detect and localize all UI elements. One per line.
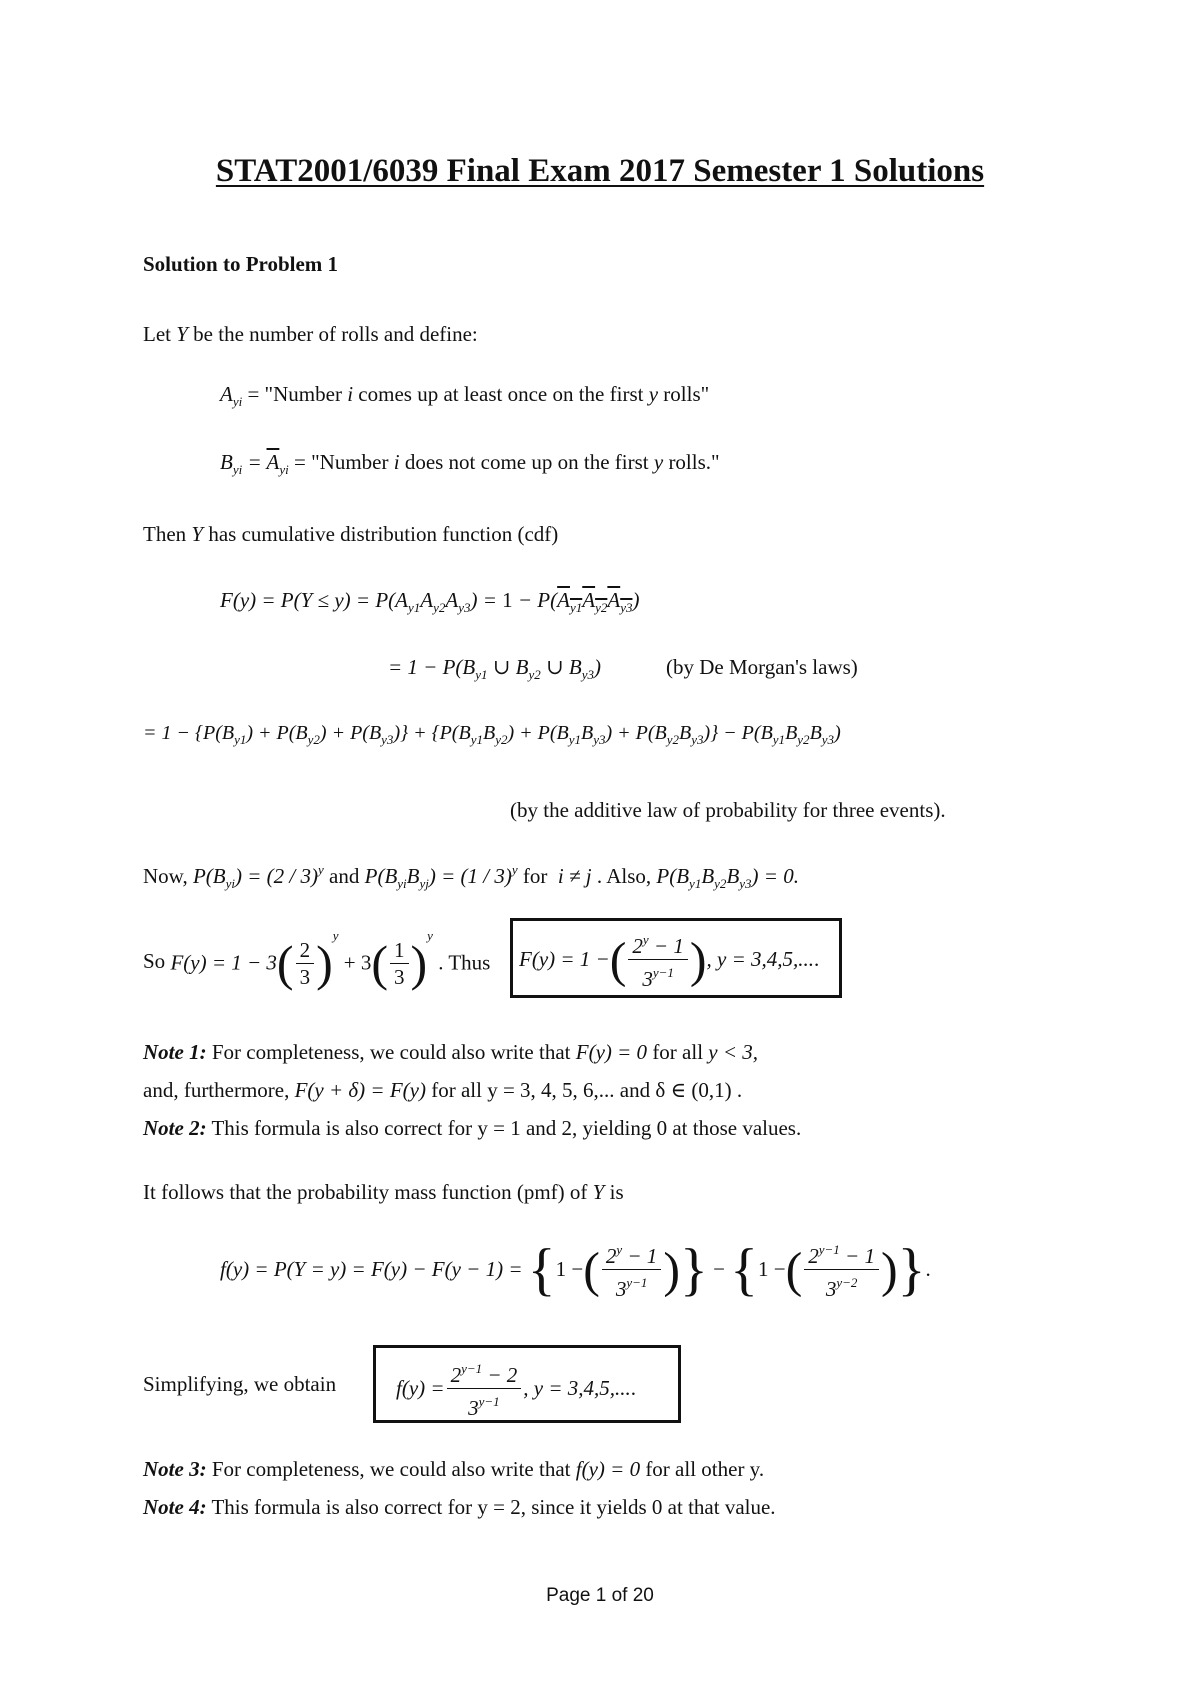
note-1-text: δ ∈ (0,1) . xyxy=(655,1078,743,1102)
def-b-var-y: y xyxy=(653,450,664,474)
definition-a xyxy=(220,382,709,410)
boxed-cdf-result: F(y) = 1 −( $\frac{2^y - 1}{3^{y-1}}$ ), y = 3,4,5,.... xyxy=(510,918,842,998)
def-b-text: does not come up on the first xyxy=(399,450,654,474)
note-1-text: y = 3, 4, 5, 6,... and xyxy=(487,1078,656,1102)
for-label: for xyxy=(522,864,548,888)
equation-cdf-3: = $1 - \{P(B_{y1}) + P(B_{y2}) + P(B_{y3})\} + \{P(B_{y1}B_{y2}) + P(B_{y1}B_{y3}) + P(B_{y2}B_{y3})\} - P(B_{y1}B_{y2}B_{y3})$ xyxy=(143,722,841,747)
def-b-text: rolls." xyxy=(663,450,720,474)
equation-cdf-2: = $1 - P(B_{y1}$ ∪ $B_{y2}$ ∪ $B_{y3}$) xyxy=(388,655,601,682)
note-4-text: This formula is also correct for y = 2, since it yields 0 at that value. xyxy=(206,1495,776,1519)
section-heading: Solution to Problem 1 xyxy=(143,252,339,276)
simplify-label: Simplifying, we obtain xyxy=(143,1372,337,1396)
def-a-text: rolls" xyxy=(658,382,710,406)
cdf-intro-post: has cumulative distribution function (cdf) xyxy=(203,522,559,546)
note-3-text: for all other y. xyxy=(640,1457,765,1481)
fraction: $\frac{2^y - 1}{3^{y-1}}$ xyxy=(602,1237,661,1302)
note-4-label: Note 4: xyxy=(143,1495,207,1519)
note-3-label: Note 3: xyxy=(143,1457,207,1481)
fraction: $\frac{2^y - 1}{3^{y-1}}$ xyxy=(628,927,687,992)
note-1-text: and, furthermore, xyxy=(143,1078,295,1102)
note-1-text: for all xyxy=(425,1078,488,1102)
now-label: Now, xyxy=(143,864,188,888)
page-title: STAT2001/6039 Final Exam 2017 Semester 1 Solutions xyxy=(215,153,985,189)
def-a-text: = "Number xyxy=(247,382,348,406)
def-b-text: = "Number xyxy=(293,450,394,474)
intro-line xyxy=(143,322,478,347)
intro-text-pre: Let xyxy=(143,322,177,346)
cdf-range: , y = 3,4,5,... xyxy=(706,947,814,971)
pmf-range: , y = 3,4,5,... xyxy=(523,1376,631,1400)
pmf-intro-post: is xyxy=(604,1180,624,1204)
pmf-intro-pre: It follows that the probability mass function (pmf) of xyxy=(143,1180,593,1204)
and-label: and xyxy=(329,864,360,888)
so-line: So F(y) = 1 − 3( $\frac{2}{3}$ )$^y$ + 3( $\frac{1}{3}$ )$^y$ . Thus xyxy=(143,928,491,992)
math-symbol: $B_{yi} = \overline{A}_{yi}$ xyxy=(220,450,289,477)
note-2 xyxy=(143,1116,801,1141)
def-a-var-y: y xyxy=(648,382,659,406)
math-symbol: $A_{yi}$ xyxy=(220,382,243,409)
def-a-var-i: i xyxy=(347,382,354,406)
fraction: $\frac{2}{3}$ xyxy=(296,937,315,990)
pmf-end: . xyxy=(630,1376,637,1400)
note-1-line-2: and, furthermore, F(y + δ) = F(y) for all y = 3, 4, 5, 6,... and δ ∈ (0,1) . xyxy=(143,1078,743,1102)
note-1-label: Note 1: xyxy=(143,1040,207,1064)
note-2-label: Note 2: xyxy=(143,1116,207,1140)
boxed-pmf-result: f(y) = $\frac{2^{y-1} - 2}{3^{y-1}}$ , y = 3,4,5,.... xyxy=(373,1345,681,1423)
fraction: $\frac{1}{3}$ xyxy=(390,937,409,990)
note-1: Note 1: For completeness, we could also write that F(y) = 0 for all y < 3, xyxy=(143,1040,759,1064)
additive-law-note: (by the additive law of probability for three events). xyxy=(510,798,946,822)
definition-b xyxy=(220,450,720,478)
note-3-text: For completeness, we could also write that xyxy=(206,1457,576,1481)
cdf-intro xyxy=(143,522,558,547)
equation-cdf-1: $F(y) = P(Y \le y) = P(A_{y1}A_{y2}A_{y3}) = 1 - P(A_{y1}A_{y2}A_{y3})$ xyxy=(220,588,640,615)
cdf-intro-pre: Then xyxy=(143,522,192,546)
cdf-intro-var: Y xyxy=(191,522,204,546)
def-a-text: comes up at least once on the first xyxy=(353,382,649,406)
now-line: Now, $P(B_{yi}) = (2 / 3)^y$ and $P(B_{yi}B_{yj}) = (1 / 3)^y$ for i ≠ j . Also, $P(B_{y1}B_{y2}B_{y3}) = 0$. xyxy=(143,862,799,891)
note-3: Note 3: For completeness, we could also write that f(y) = 0 for all other y. xyxy=(143,1457,765,1481)
note-1-text: for all xyxy=(647,1040,709,1064)
de-morgan-note: (by De Morgan's laws) xyxy=(666,655,858,679)
fraction: $\frac{2^{y-1} - 2}{3^{y-1}}$ xyxy=(447,1356,522,1421)
thus-label: . Thus xyxy=(438,950,491,975)
pmf-intro xyxy=(143,1180,624,1205)
note-1-cond: y < 3, xyxy=(708,1040,759,1064)
fraction: $\frac{2^{y-1} - 1}{3^{y-2}}$ xyxy=(804,1237,879,1302)
note-2-text: This formula is also correct for y = 1 and 2, yielding 0 at those values. xyxy=(206,1116,802,1140)
cdf-end: . xyxy=(814,947,820,971)
note-4 xyxy=(143,1495,776,1520)
so-label: So xyxy=(143,949,166,973)
def-b-var-i: i xyxy=(393,450,400,474)
pmf-intro-var: Y xyxy=(592,1180,605,1204)
note-1-text: For completeness, we could also write that xyxy=(206,1040,576,1064)
intro-var: Y xyxy=(176,322,188,346)
page-number: Page 1 of 20 xyxy=(546,1585,654,1606)
equation-pmf: f(y) = P(Y = y) = F(y) − F(y − 1) = {1 −( $\frac{2^y - 1}{3^{y-1}}$ )} − {1 −( $\frac{2^{y-1} - 1}{3^{y-2}}$ )}. xyxy=(220,1236,931,1302)
intro-text-post: be the number of rolls and define: xyxy=(187,322,478,346)
also-label: . Also, xyxy=(596,864,652,888)
